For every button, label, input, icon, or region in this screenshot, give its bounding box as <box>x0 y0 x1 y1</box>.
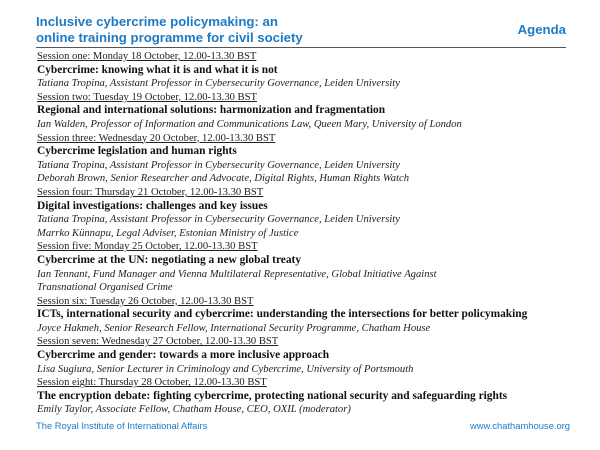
session-topic: The encryption debate: fighting cybercrime, protecting national security and safeguarding rights <box>37 389 508 402</box>
session-speaker: Tatiana Tropina, Assistant Professor in Cybersecurity Governance, Leiden University <box>37 159 400 171</box>
session-speaker: Deborah Brown, Senior Researcher and Advocate, Digital Rights, Human Rights Watch <box>37 173 410 185</box>
session-speaker: Ian Tennant, Fund Manager and Vienna Multilateral Representative, Global Initiative Against <box>37 268 437 280</box>
session-block <box>37 50 597 91</box>
session-speaker: Tatiana Tropina, Assistant Professor in Cybersecurity Governance, Leiden University <box>37 78 400 90</box>
session-speaker: Transnational Organised Crime <box>37 282 173 294</box>
session-speaker: Marrko Künnapu, Legal Adviser, Estonian Ministry of Justice <box>37 227 299 239</box>
session-speaker: Ian Walden, Professor of Information and Communications Law, Queen Mary, University of London <box>37 118 462 130</box>
session-block <box>37 186 597 240</box>
footer-organisation: The Royal Institute of International Affairs <box>36 420 208 431</box>
session-heading: Session two: Tuesday 19 October, 12.00-13.30 BST <box>37 91 257 103</box>
session-speaker: Joyce Hakmeh, Senior Research Fellow, International Security Programme, Chatham House <box>37 322 431 334</box>
session-block <box>37 240 597 294</box>
agenda-list <box>37 50 597 417</box>
session-topic: Regional and international solutions: harmonization and fragmentation <box>37 104 386 117</box>
session-block <box>37 335 597 376</box>
footer-website-link[interactable]: www.chathamhouse.org <box>469 420 570 431</box>
session-topic: Cybercrime legislation and human rights <box>37 145 237 158</box>
agenda-label: Agenda <box>517 22 566 37</box>
session-speaker: Emily Taylor, Associate Fellow, Chatham House, CEO, OXIL (moderator) <box>37 404 351 416</box>
session-heading: Session three: Wednesday 20 October, 12.00-13.30 BST <box>37 132 276 144</box>
session-heading: Session one: Monday 18 October, 12.00-13.30 BST <box>37 51 257 62</box>
document-title <box>36 14 303 46</box>
session-block <box>37 91 597 132</box>
title-line-1: Inclusive cybercrime policymaking: an <box>36 14 278 29</box>
session-block <box>37 295 597 336</box>
session-speaker: Tatiana Tropina, Assistant Professor in Cybersecurity Governance, Leiden University <box>37 214 400 226</box>
session-heading: Session eight: Thursday 28 October, 12.00-13.30 BST <box>37 377 267 389</box>
session-heading: Session five: Monday 25 October, 12.00-13.30 BST <box>37 241 258 253</box>
session-topic: ICTs, international security and cybercrime: understanding the intersections for better policymaking <box>37 308 528 321</box>
session-block <box>37 132 597 186</box>
title-line-2: online training programme for civil society <box>36 30 303 45</box>
session-heading: Session seven: Wednesday 27 October, 12.00-13.30 BST <box>37 336 279 348</box>
session-speaker: Lisa Sugiura, Senior Lecturer in Criminology and Cybercrime, University of Portsmouth <box>37 363 414 375</box>
session-heading: Session four: Thursday 21 October, 12.00-13.30 BST <box>37 186 264 198</box>
session-block <box>37 376 597 417</box>
session-topic: Digital investigations: challenges and key issues <box>37 199 268 212</box>
session-topic: Cybercrime: knowing what it is and what it is not <box>37 63 278 76</box>
page-header <box>36 14 566 47</box>
session-topic: Cybercrime at the UN: negotiating a new global treaty <box>37 253 302 266</box>
header-divider <box>36 47 566 48</box>
session-topic: Cybercrime and gender: towards a more inclusive approach <box>37 349 330 362</box>
session-heading: Session six: Tuesday 26 October, 12.00-13.30 BST <box>37 295 254 307</box>
